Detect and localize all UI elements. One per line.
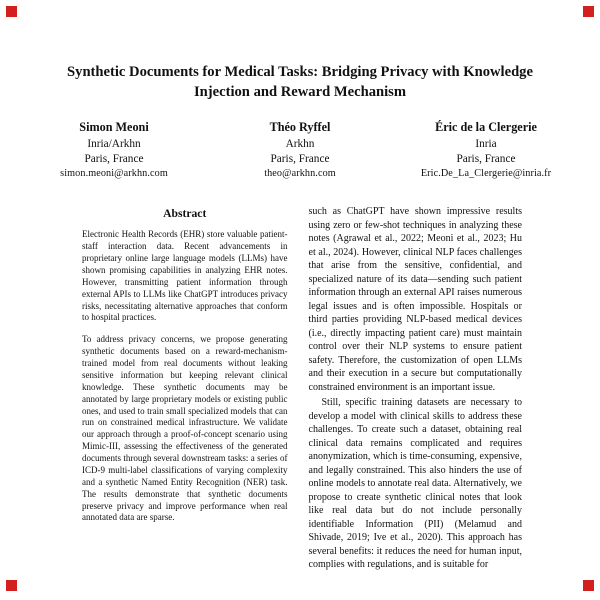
author-1 [39,120,189,180]
author-3 [411,120,561,180]
body-paragraph-2: Still, specific training datasets are necessary to develop a model with clinical skills to address these challenges. To create such a dataset, obtaining real clinical data remains complicated and requires anonymization, which is time-consuming, expensive, and legally constrained. This also hinders the use of online models to annotate real data. Alternatively, we propose to create synthetic clinical notes that look like real data but do not include personally identifiable Information (PII) (Melamud and Shivade, 2019; Ive et al., 2020). This approach has several benefits: it reduces the need for human input, complies with regulations, and is suitable for [308,397,522,571]
author-email: simon.meoni@arkhn.com [60,168,168,180]
body-paragraph-1: such as ChatGPT have shown impressive results using zero or few-shot techniques in analyzing these notes (Agrawal et al., 2022; Meoni et al., 2023; Hu et al., 2024). However, clinical NLP faces challenges that arise from the sensitive, confidential, and specialized nature of its data—sending such patient information through an external API raises numerous legal issues and is often impossible. Hospitals or third parties providing NLP-based medical devices (i.e., directly impacting patient care) must maintain control over their NLP systems to ensure patient safety. Therefore, the customization of open LLMs and their execution in a secure but computationally constrained environment is an important issue. [308,206,522,393]
corner-marker-top-left [6,6,17,17]
author-name: Théo Ryffel [269,119,331,134]
right-column [309,205,523,574]
author-block [0,120,600,180]
corner-marker-bottom-left [6,580,17,591]
abstract-heading: Abstract [163,207,207,221]
author-affiliation: Inria/Arkhn [87,137,141,150]
author-email: theo@arkhn.com [264,168,336,180]
author-name: Simon Meoni [79,119,149,134]
author-2 [225,120,375,180]
author-location: Paris, France [84,153,144,166]
abstract-paragraph-1: Electronic Health Records (EHR) store valuable patient-staff interaction data. Recent advancements in proprietary online large language models (LLMs) have shown promising capabilities in analyzing EHR notes. However, transmitting patient information through external APIs to LLMs like ChatGPT introduces privacy risks, necessitating alternative approaches that conform to hospital practices. [82,229,288,323]
two-column-body [78,205,522,574]
left-column [78,205,292,534]
author-affiliation: Arkhn [285,137,315,150]
author-name: Éric de la Clergerie [435,119,537,134]
corner-marker-top-right [583,6,594,17]
author-location: Paris, France [270,153,330,166]
abstract-paragraph-2: To address privacy concerns, we propose generating synthetic documents based on a reward-mechanism-trained model from real documents without leaking sensitive information but keeping relevant clinical knowledge. These synthetic documents may be annotated by large proprietary models or existing public ones, and used to train small specialized models that can run on constrained medical infrastructure. We validate our approach through a proof-of-concept scenario using Mimic-III, assessing the effectiveness of the generated documents through several downstream tasks: a series of ICD-9 multi-label classifications of varying complexity and a synthetic Named Entity Recognition (NER) task. The results demonstrate that synthetic documents preserve privacy and improve performance when real annotated data are sparse. [82,334,288,523]
author-email: Eric.De_La_Clergerie@inria.fr [420,168,552,180]
corner-marker-bottom-right [583,580,594,591]
author-location: Paris, France [456,153,516,166]
author-affiliation: Inria [475,137,497,150]
paper-title: Synthetic Documents for Medical Tasks: Bridging Privacy with Knowledge Injection and Reward Mechanism [67,64,533,101]
